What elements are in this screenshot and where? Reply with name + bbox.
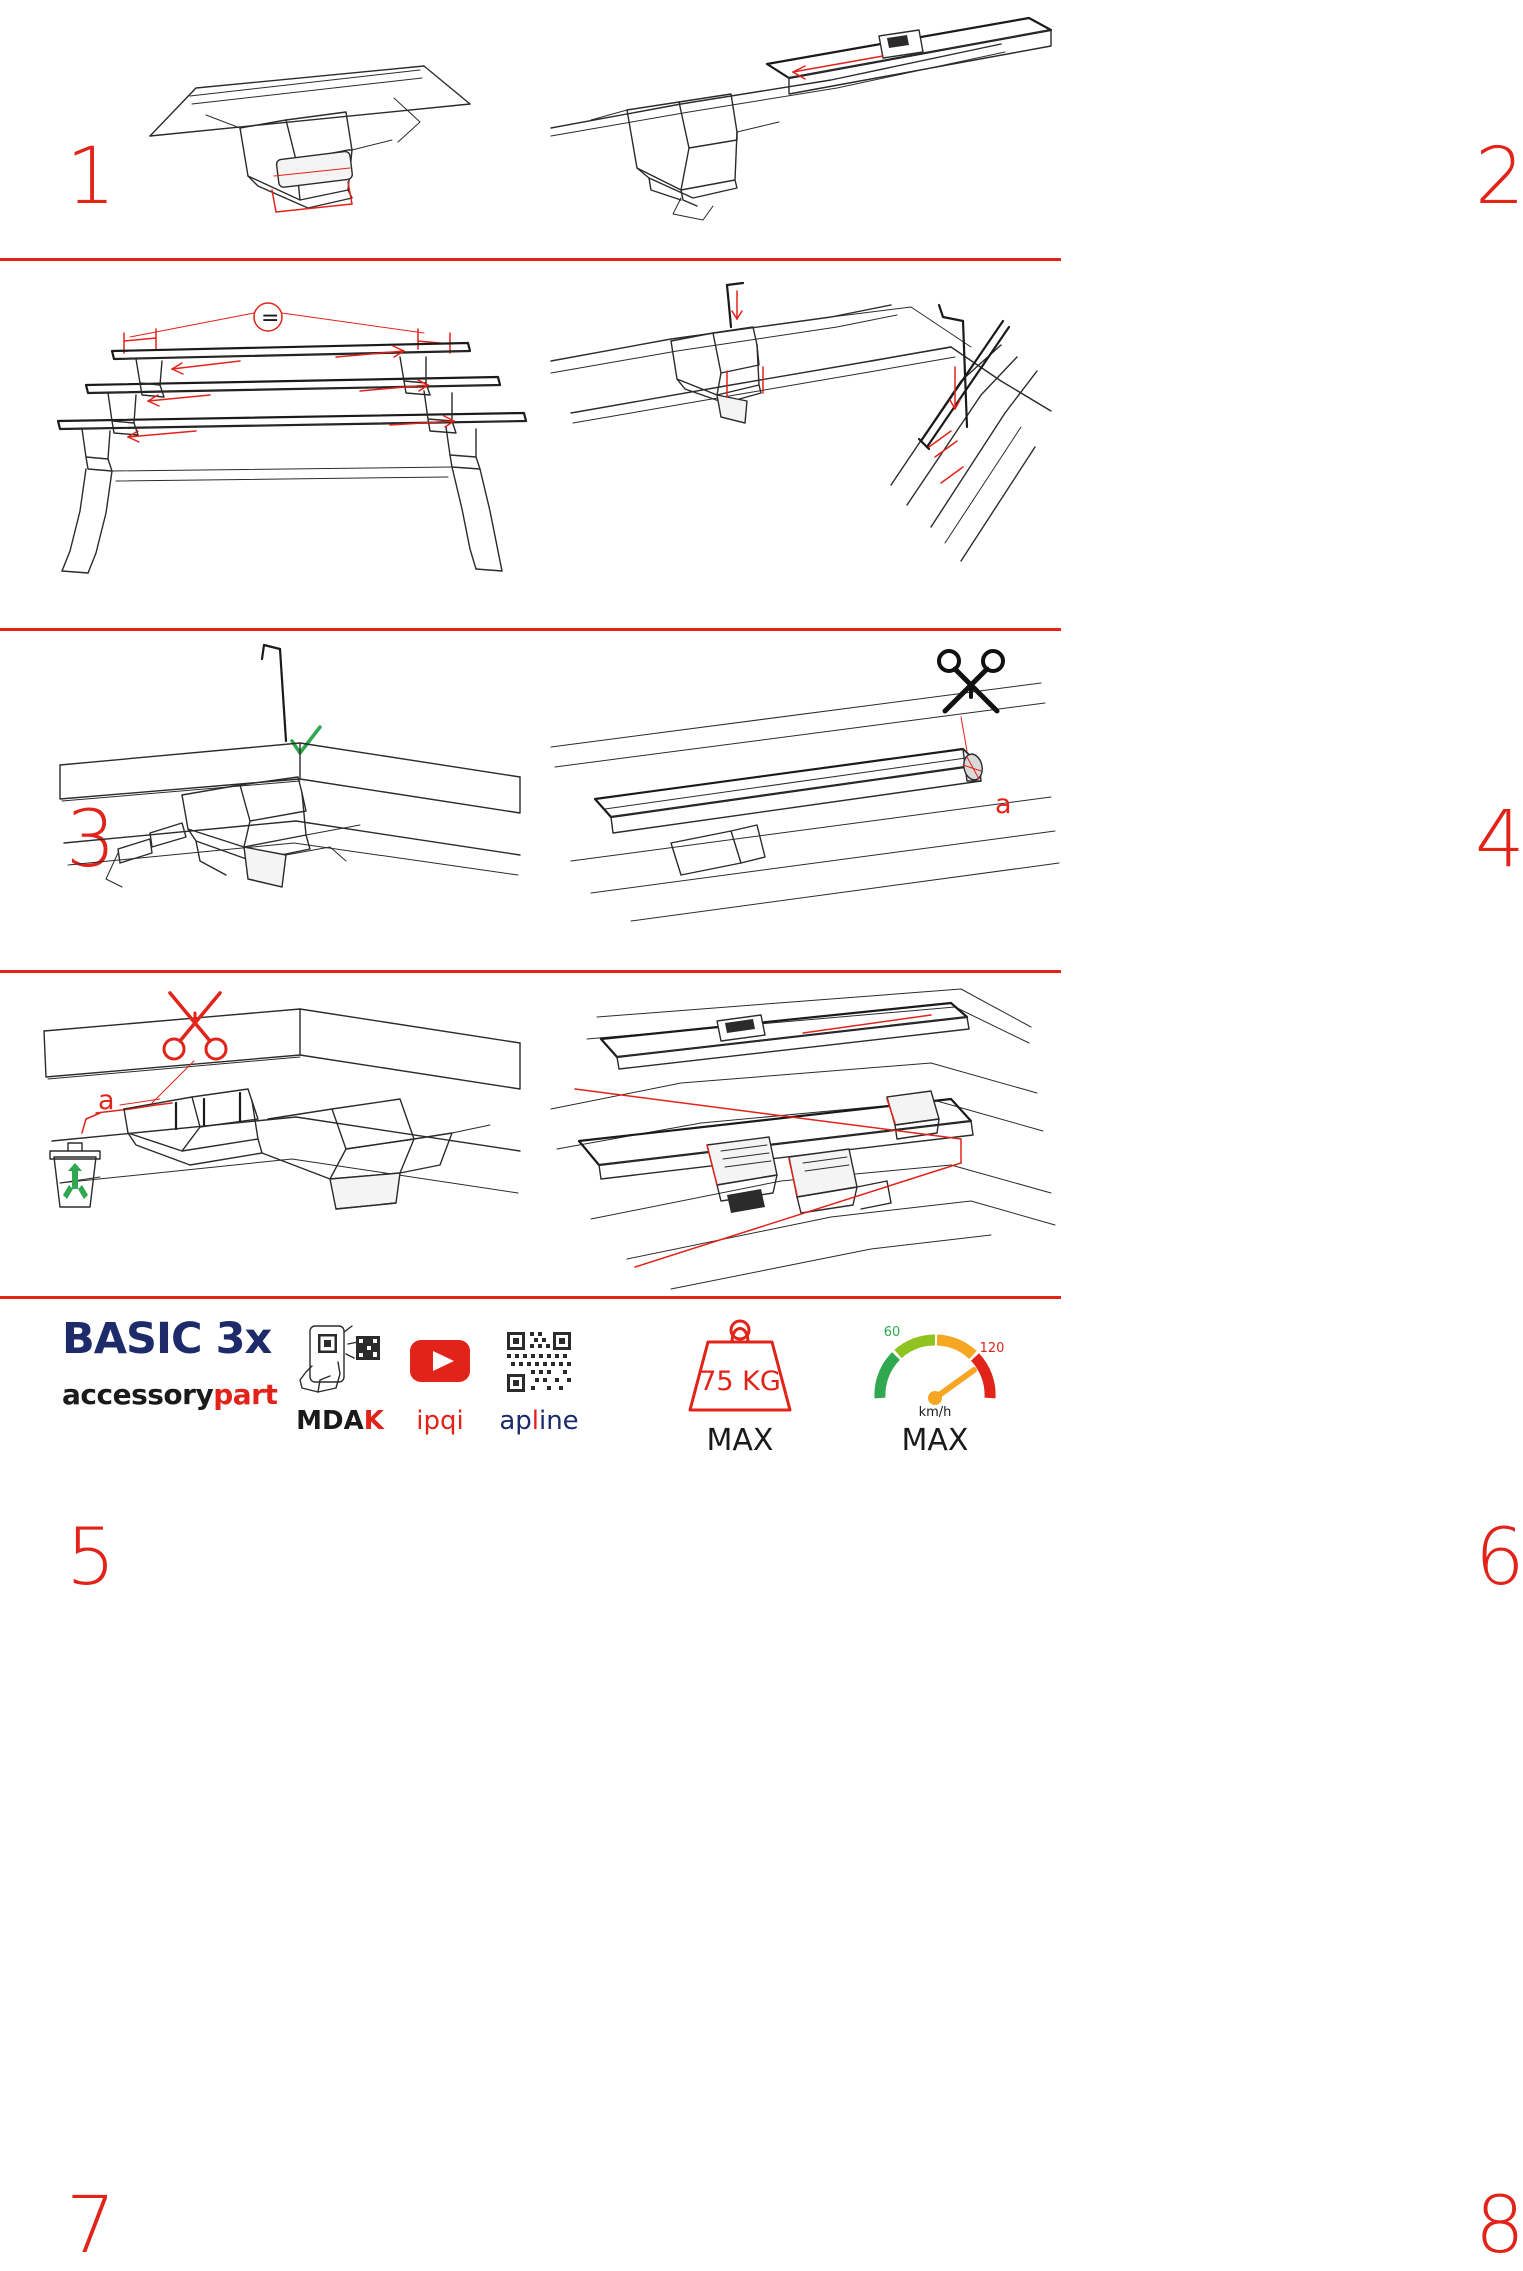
label-a-step-7: a: [98, 1085, 115, 1116]
max-weight-block: [650, 1310, 830, 1456]
brand-title-suffix: 3x: [215, 1314, 272, 1364]
logo-mdak: [288, 1322, 392, 1434]
gauge-max-label: 120: [979, 1341, 1005, 1356]
qr-code-icon[interactable]: [480, 1322, 598, 1396]
logo-mdak-label: [288, 1408, 392, 1434]
max-speed-label: MAX: [901, 1423, 969, 1458]
brand-title: [62, 1314, 292, 1364]
step-5-number: 5: [66, 1513, 114, 1603]
mdak-text-a: MDA: [296, 1406, 364, 1436]
max-weight-value: 75 KG: [699, 1366, 781, 1397]
step-8-number: 8: [1475, 2181, 1523, 2271]
gauge-min-label: 60: [883, 1325, 901, 1340]
step-3-illustration: [0, 261, 530, 885]
step-1-illustration: [0, 0, 530, 258]
divider-row-4: [0, 1296, 1061, 1299]
logo-ipqi: [392, 1322, 488, 1434]
max-weight-label: MAX: [706, 1423, 774, 1458]
step-7-number: 7: [66, 2181, 114, 2271]
max-speed-block: [840, 1310, 1030, 1456]
weight-icon: [650, 1310, 830, 1420]
apline-text-ap: ap: [499, 1406, 532, 1436]
brand-subtitle: [62, 1378, 292, 1411]
step-4-number: 4: [1475, 795, 1523, 885]
hand-phone-qr-icon: [288, 1322, 392, 1396]
step-6-number: 6: [1475, 1513, 1523, 1603]
apline-text-l: l: [531, 1406, 539, 1436]
logo-apline-label: [480, 1408, 598, 1434]
brand-block: [62, 1314, 292, 1411]
gauge-unit-label: km/h: [918, 1405, 952, 1420]
logo-ipqi-label: ipqi: [416, 1406, 464, 1436]
apline-text-ine: ine: [538, 1406, 579, 1436]
step-3-number: 3: [66, 795, 114, 885]
brand-sub-accessory: accessory: [62, 1378, 214, 1411]
step-1-number: 1: [66, 132, 114, 222]
label-a-step-6: a: [995, 789, 1012, 820]
footer: [0, 1300, 1061, 1500]
step-2-number: 2: [1475, 132, 1523, 222]
svg-text:=: =: [261, 306, 280, 331]
step-4-illustration: [531, 261, 1523, 885]
step-2-illustration: [531, 0, 1523, 258]
mdak-text-k: K: [363, 1406, 384, 1436]
youtube-play-icon[interactable]: [392, 1322, 488, 1396]
speedometer-icon: [840, 1310, 1030, 1420]
logo-apline: [480, 1322, 598, 1434]
brand-sub-part: part: [213, 1378, 278, 1411]
brand-title-main: BASIC: [62, 1314, 202, 1364]
